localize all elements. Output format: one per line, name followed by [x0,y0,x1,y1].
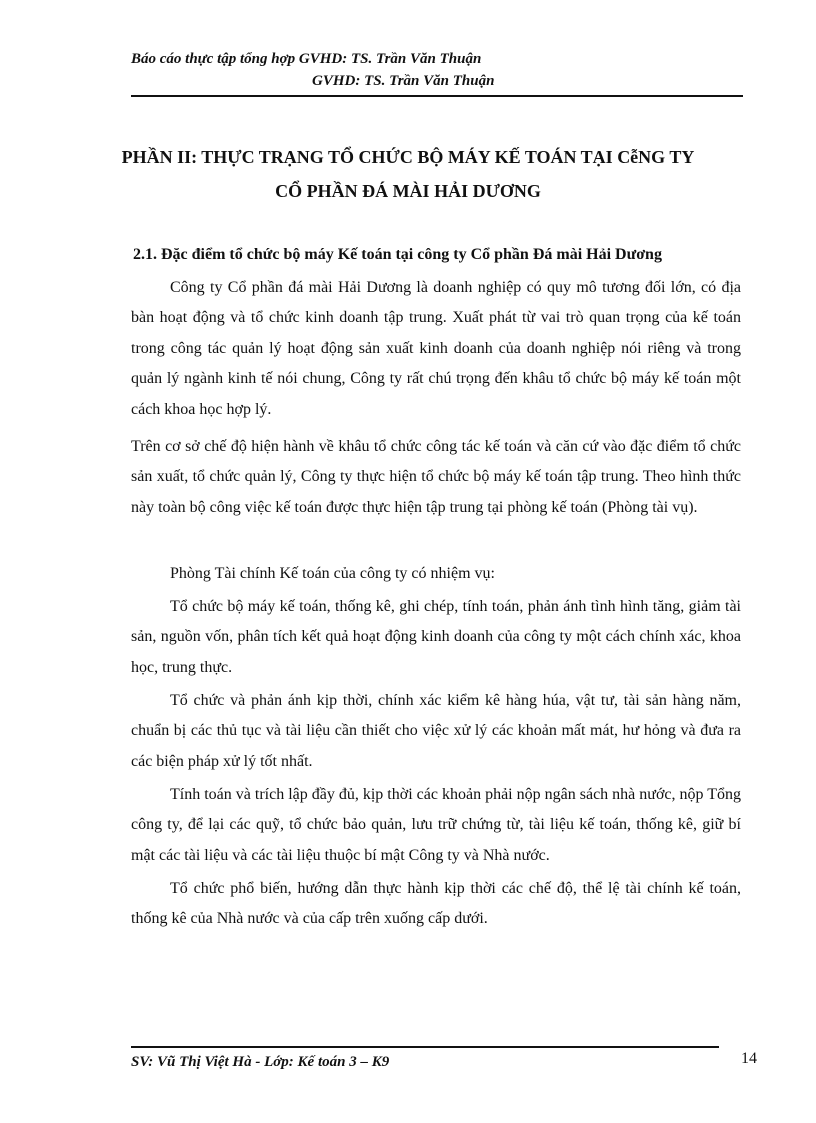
header-divider [131,95,743,97]
paragraph-duty-4: Tổ chức phổ biến, hướng dẫn thực hành kịp thời các chế độ, thể lệ tài chính kế toán, thống kê của Nhà nước và của cấp trên xuống cấp dưới. [131,880,741,928]
title-line-2: CỔ PHẦN ĐÁ MÀI HẢI DƯƠNG [275,181,541,201]
header-report-title: Báo cáo thực tập tổng hợp GVHD: TS. Trần Văn Thuận [131,51,482,67]
paragraph-duties-intro: Phòng Tài chính Kế toán của công ty có nhiệm vụ: [170,565,495,582]
page-title [110,140,706,208]
paragraph-duty-2: Tổ chức và phản ánh kịp thời, chính xác kiểm kê hàng húa, vật tư, tài sản hàng năm, chuẩn bị các thủ tục và tài liệu cần thiết cho việc xử lý các khoản mất mát, hư hỏng và đưa ra các biện pháp xử lý tốt nhất. [131,692,741,770]
paragraph-accounting-organization: Trên cơ sở chế độ hiện hành về khâu tổ chức công tác kế toán và căn cứ vào đặc điểm tổ chức sản xuất, tổ chức quản lý, Công ty thực hiện tổ chức bộ máy kế toán tập trung. Theo hình thức này toàn bộ công việc kế toán được thực hiện tập trung tại phòng kế toán (Phòng tài vụ). [131,438,741,516]
paragraph-company-intro: Công ty Cổ phần đá mài Hải Dương là doanh nghiệp có quy mô tương đối lớn, có địa bàn hoạt động và tổ chức kinh doanh tập trung. Xuất phát từ vai trò quan trọng của kế toán trong công tác quản lý hoạt động sản xuất kinh doanh của doanh nghiệp nói riêng và trong quản lý ngành kinh tế nói chung, Công ty rất chú trọng đến khâu tổ chức bộ máy kế toán một cách khoa học hợp lý. [131,279,741,418]
title-line-1: PHẦN II: THỰC TRẠNG TỔ CHỨC BỘ MÁY KẾ TOÁN TẠI CễNG TY [121,147,695,167]
footer-student-info: SV: Vũ Thị Việt Hà - Lớp: Kế toán 3 – K9 [131,1054,390,1070]
footer-divider [131,1046,719,1048]
page-number: 14 [741,1050,757,1067]
paragraph-duty-3: Tính toán và trích lập đầy đủ, kịp thời các khoản phải nộp ngân sách nhà nước, nộp Tổng công ty, để lại các quỹ, tổ chức bảo quản, lưu trữ chứng từ, tài liệu kế toán, thống kê, giữ bí mật các tài liệu và các tài liệu thuộc bí mật Công ty và Nhà nước. [131,786,741,864]
paragraph-duty-1: Tổ chức bộ máy kế toán, thống kê, ghi chép, tính toán, phản ánh tình hình tăng, giảm tài sản, nguồn vốn, phân tích kết quả hoạt động kinh doanh của công ty một cách chính xác, khoa học, trung thực. [131,598,741,676]
section-heading: 2.1. Đặc điểm tổ chức bộ máy Kế toán tại công ty Cổ phần Đá mài Hải Dương [133,246,662,263]
header-supervisor: GVHD: TS. Trần Văn Thuận [312,73,495,89]
